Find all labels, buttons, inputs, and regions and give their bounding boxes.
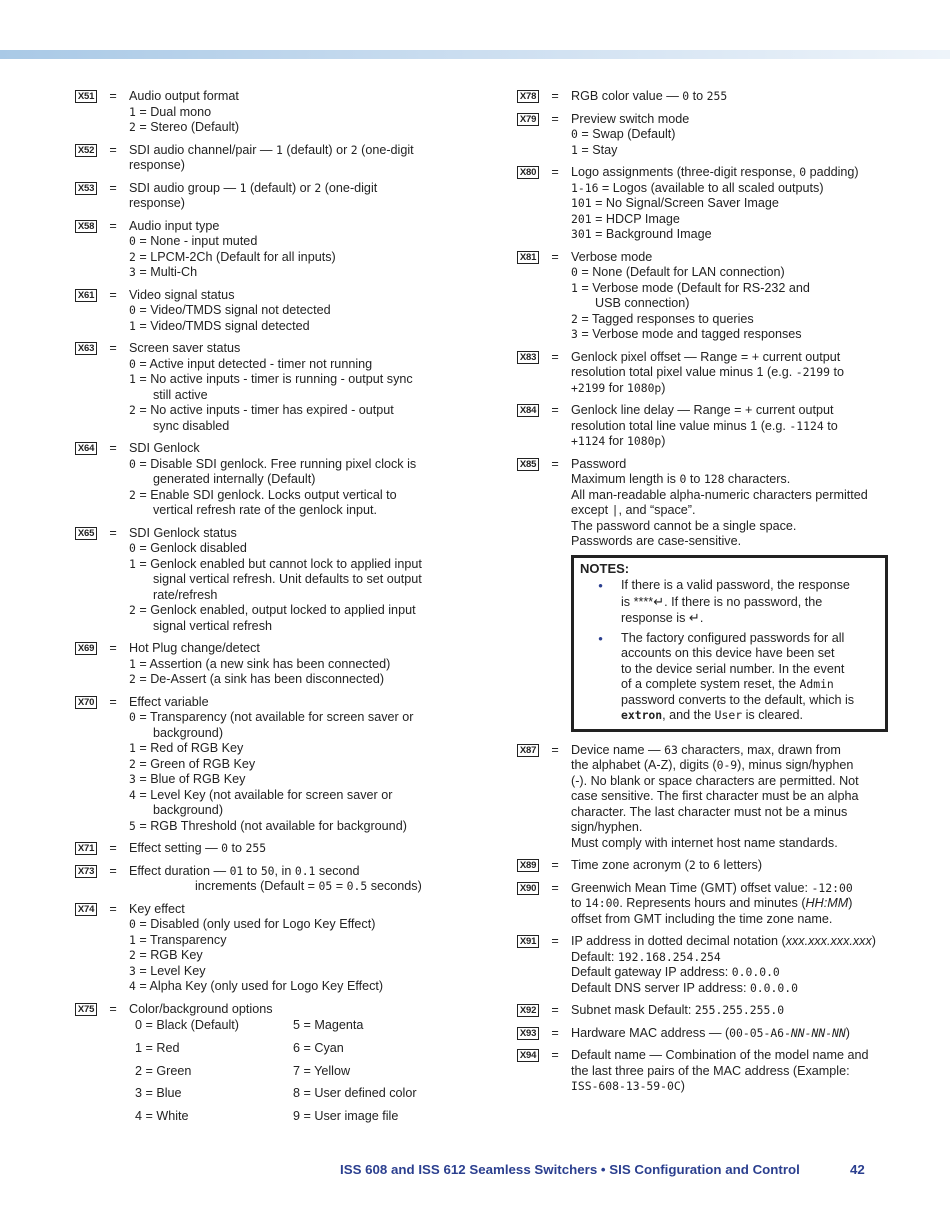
- entry-x69: X69 = Hot Plug change/detect 1 = Assertion (a new sink has been connected) 2 = De-Assert (a sink has been disconnected): [75, 641, 460, 688]
- entry-x91: X91 = IP address in dotted decimal notation (xxx.xxx.xxx.xxx) Default: 192.168.254.254 Default gateway IP address: 0.0.0.0 Default DNS server IP address: 0.0.0.0: [517, 934, 902, 996]
- left-column: [75, 89, 460, 1132]
- entry-x51: X51 = Audio output format 1 = Dual mono 2 = Stereo (Default): [75, 89, 460, 136]
- right-column: [517, 89, 902, 1102]
- variable-code: X94: [517, 1049, 539, 1062]
- entry-x83: X83 = Genlock pixel offset — Range = + current output resolution total pixel value minus 1 (e.g. -2199 to +2199 for 1080p): [517, 350, 902, 397]
- header-gradient-bar: [0, 50, 950, 59]
- variable-code: X73: [75, 865, 97, 878]
- entry-x75: X75 = Color/background options 0 = Black (Default) 5 = Magenta 1 = Red 6 = Cyan 2 = Green 7 = Yellow 3 = Blue 8 = User defined color 4 = White 9 = User image file: [75, 1002, 460, 1125]
- variable-code: X64: [75, 442, 97, 455]
- color-option: 0 = Black (Default): [135, 1018, 239, 1032]
- entry-x81: X81 = Verbose mode 0 = None (Default for LAN connection) 1 = Verbose mode (Default for RS-232 and USB connection) 2 = Tagged responses to queries 3 = Verbose mode and tagged responses: [517, 250, 902, 343]
- color-option: 3 = Blue: [135, 1086, 182, 1101]
- entry-x89: X89 = Time zone acronym (2 to 6 letters): [517, 858, 902, 874]
- notes-title: NOTES:: [580, 560, 630, 576]
- footer-title: ISS 608 and ISS 612 Seamless Switchers • SIS Configuration and Control: [340, 1162, 800, 1177]
- entry-x78: X78 = RGB color value — 0 to 255: [517, 89, 902, 105]
- variable-code: X90: [517, 882, 539, 895]
- entry-x94: X94 = Default name — Combination of the model name and the last three pairs of the MAC address (Example: ISS-608-13-59-0C): [517, 1048, 902, 1095]
- color-option: 5 = Magenta: [293, 1018, 364, 1032]
- variable-code: X74: [75, 903, 97, 916]
- variable-code: X84: [517, 404, 539, 417]
- color-option: 1 = Red: [135, 1040, 180, 1055]
- variable-code: X81: [517, 251, 539, 264]
- variable-code: X53: [75, 182, 97, 195]
- bullet-icon: •: [598, 578, 603, 593]
- entry-x84: X84 = Genlock line delay — Range = + current output resolution total line value minus 1 (e.g. -1124 to +1124 for 1080p): [517, 403, 902, 450]
- entry-x93: X93 = Hardware MAC address — (00-05-A6-NN-NN-NN): [517, 1026, 902, 1042]
- entry-x74: X74 = Key effect 0 = Disabled (only used for Logo Key Effect) 1 = Transparency 2 = RGB Key 3 = Level Key 4 = Alpha Key (only used for Logo Key Effect): [75, 902, 460, 995]
- color-option: 6 = Cyan: [293, 1040, 344, 1055]
- variable-code: X52: [75, 144, 97, 157]
- variable-code: X69: [75, 642, 97, 655]
- entry-x52: X52 = SDI audio channel/pair — 1 (default) or 2 (one-digit response): [75, 143, 460, 174]
- color-option: 8 = User defined color: [293, 1086, 417, 1101]
- entry-x87: X87 = Device name — 63 characters, max, drawn from the alphabet (A-Z), digits (0-9), minus sign/hyphen (-). No blank or space characters are permitted. Not case sensitive. The first character must be an alpha character. The last character must not be a minus sign/hyphen. Must comply with internet host name standards.: [517, 743, 902, 852]
- variable-code: X92: [517, 1004, 539, 1017]
- note-item: • If there is a valid password, the response is ****↵. If there is no password, the response is ↵.: [580, 578, 879, 627]
- color-options-grid: [129, 1018, 460, 1125]
- variable-code: X83: [517, 351, 539, 364]
- entry-x79: X79 = Preview switch mode 0 = Swap (Default) 1 = Stay: [517, 112, 902, 159]
- variable-code: X78: [517, 90, 539, 103]
- bullet-icon: •: [598, 630, 603, 646]
- entry-x70: X70 = Effect variable 0 = Transparency (not available for screen saver or background) 1 = Red of RGB Key 2 = Green of RGB Key 3 = Blue of RGB Key 4 = Level Key (not available for screen saver or background) 5 = RGB Threshold (not available for background): [75, 695, 460, 835]
- entry-x65: X65 = SDI Genlock status 0 = Genlock disabled 1 = Genlock enabled but cannot lock to applied input signal vertical refresh. Unit defaults to set output rate/refresh 2 = Genlock enabled, output locked to applied input signal vertical refresh: [75, 526, 460, 635]
- entry-x80: X80 = Logo assignments (three-digit response, 0 padding) 1-16 = Logos (available to all scaled outputs) 101 = No Signal/Screen Saver Image 201 = HDCP Image 301 = Background Image: [517, 165, 902, 243]
- variable-code: X61: [75, 289, 97, 302]
- color-option: 7 = Yellow: [293, 1063, 351, 1078]
- variable-code: X58: [75, 220, 97, 233]
- return-arrow-icon: ↵: [653, 593, 665, 609]
- entry-x71: X71 = Effect setting — 0 to 255: [75, 841, 460, 857]
- page-number: 42: [850, 1162, 865, 1177]
- variable-code: X51: [75, 90, 97, 103]
- color-option: 9 = User image file: [293, 1109, 399, 1124]
- entry-x53: X53 = SDI audio group — 1 (default) or 2 (one-digit response): [75, 181, 460, 212]
- notes-box: [571, 555, 888, 732]
- entry-x63: X63 = Screen saver status 0 = Active input detected - timer not running 1 = No active inputs - timer is running - output sync still active 2 = No active inputs - timer has expired - output sync disabled: [75, 341, 460, 434]
- variable-code: X79: [517, 113, 539, 126]
- variable-code: X63: [75, 342, 97, 355]
- entry-x58: X58 = Audio input type 0 = None - input muted 2 = LPCM-2Ch (Default for all inputs) 3 = Multi-Ch: [75, 219, 460, 281]
- variable-code: X70: [75, 696, 97, 709]
- color-option: 2 = Green: [135, 1063, 192, 1078]
- variable-code: X65: [75, 527, 97, 540]
- variable-code: X85: [517, 458, 539, 471]
- color-option: 4 = White: [135, 1109, 189, 1124]
- entry-x64: X64 = SDI Genlock 0 = Disable SDI genlock. Free running pixel clock is generated internally (Default) 2 = Enable SDI genlock. Locks output vertical to vertical refresh rate of the genlock input.: [75, 441, 460, 519]
- variable-code: X71: [75, 842, 97, 855]
- variable-code: X91: [517, 935, 539, 948]
- entry-x61: X61 = Video signal status 0 = Video/TMDS signal not detected 1 = Video/TMDS signal detected: [75, 288, 460, 335]
- variable-code: X75: [75, 1003, 97, 1016]
- entry-x90: X90 = Greenwich Mean Time (GMT) offset value: -12:00 to 14:00. Represents hours and minutes (HH:MM) offset from GMT including the time zone name.: [517, 881, 902, 928]
- variable-code: X93: [517, 1027, 539, 1040]
- return-arrow-icon: ↵: [688, 610, 700, 625]
- entry-x85: X85 = Password Maximum length is 0 to 128 characters. All man-readable alpha-numeric characters permitted except |, and “space”. The password cannot be a single space. Passwords are case-sensitive. NOTES: • If there is a valid password, the response is ****↵. If there is no password, the response is ↵. • The factory configured passwords for all accounts on this device have been set to the device serial number. In the event of a complete system reset, the Admin password converts to the default, which is extron, and the User is cleared.: [517, 457, 902, 736]
- note-item: • The factory configured passwords for all accounts on this device have been set to the device serial number. In the event of a complete system reset, the Admin password converts to the default, which is extron, and the User is cleared.: [580, 631, 879, 724]
- entry-x73: X73 = Effect duration — 01 to 50, in 0.1 second increments (Default = 05 = 0.5 seconds): [75, 864, 460, 895]
- entry-x92: X92 = Subnet mask Default: 255.255.255.0: [517, 1003, 902, 1019]
- variable-code: X80: [517, 166, 539, 179]
- variable-code: X87: [517, 744, 539, 757]
- variable-code: X89: [517, 859, 539, 872]
